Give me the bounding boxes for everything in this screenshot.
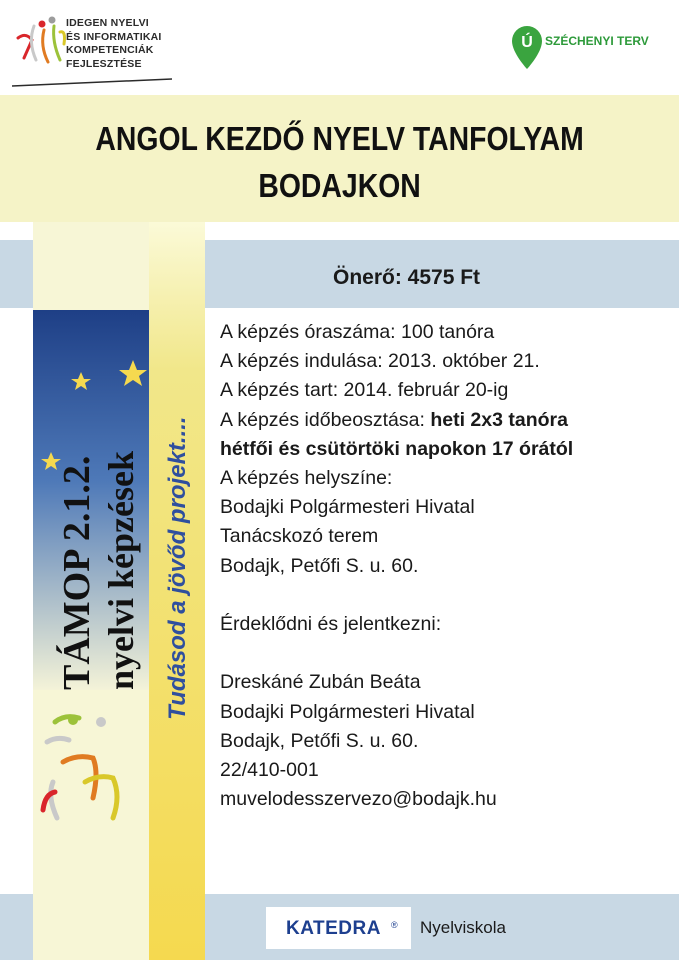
- info-location-2: Tanácskozó terem: [220, 525, 379, 548]
- info-schedule: [220, 406, 573, 435]
- price-label: Önerő: 4575 Ft: [333, 266, 481, 289]
- info-schedule-prefix: A képzés időbeosztása:: [220, 408, 431, 431]
- info-schedule-bold: heti 2x3 tanóra: [430, 408, 568, 431]
- title-line-2: BODAJKON: [258, 167, 421, 204]
- nyelviskola-label: Nyelviskola: [420, 918, 506, 937]
- left-logo-line: IDEGEN NYELVI: [66, 17, 149, 29]
- info-contact-org: Bodajki Polgármesteri Hivatal: [220, 700, 475, 723]
- info-location-1: Bodajki Polgármesteri Hivatal: [220, 496, 475, 519]
- szechenyi-pin-letter: Ú: [521, 34, 533, 51]
- tamop-side-banner: [33, 222, 205, 960]
- katedra-brand: KATEDRA: [286, 918, 381, 939]
- side-subtitle-text: nyelvi képzések: [101, 451, 141, 690]
- info-hours: A képzés óraszáma: 100 tanóra: [220, 321, 495, 343]
- info-location-label: A képzés helyszíne:: [220, 467, 393, 490]
- course-info: [220, 318, 573, 814]
- info-contact-label: Érdeklődni és jelentkezni:: [220, 613, 442, 636]
- left-logo-line: KOMPETENCIÁK: [66, 44, 154, 56]
- left-logo-text: [66, 17, 162, 71]
- side-program-text: TÁMOP 2.1.2.: [56, 455, 98, 690]
- page-title: [48, 115, 632, 209]
- title-line-1: ANGOL KEZDŐ NYELV TANFOLYAM: [95, 120, 584, 157]
- left-logo-line: ÉS INFORMATIKAI: [66, 30, 162, 43]
- info-schedule-line2: hétfői és csütörtöki napokon 17 órától: [220, 437, 574, 460]
- side-slogan-text: Tudásod a jövőd projekt....: [164, 416, 191, 720]
- info-contact-email[interactable]: muvelodesszervezo@bodajk.hu: [220, 788, 497, 811]
- info-contact-phone: 22/410-001: [220, 759, 319, 782]
- info-end: A képzés tart: 2014. február 20-ig: [220, 379, 509, 402]
- spacer: [220, 639, 573, 668]
- left-logo-line: FEJLESZTÉSE: [66, 57, 142, 70]
- registered-mark: ®: [391, 920, 398, 930]
- info-contact-address: Bodajk, Petőfi S. u. 60.: [220, 729, 419, 752]
- info-start: A képzés indulása: 2013. október 21.: [220, 350, 540, 373]
- szechenyi-terv-label: SZÉCHENYI TERV: [545, 34, 649, 48]
- spacer: [220, 581, 573, 610]
- info-location-3: Bodajk, Petőfi S. u. 60.: [220, 554, 419, 577]
- szechenyi-pin-icon: [510, 24, 544, 72]
- info-contact-name: Dreskáné Zubán Beáta: [220, 671, 421, 694]
